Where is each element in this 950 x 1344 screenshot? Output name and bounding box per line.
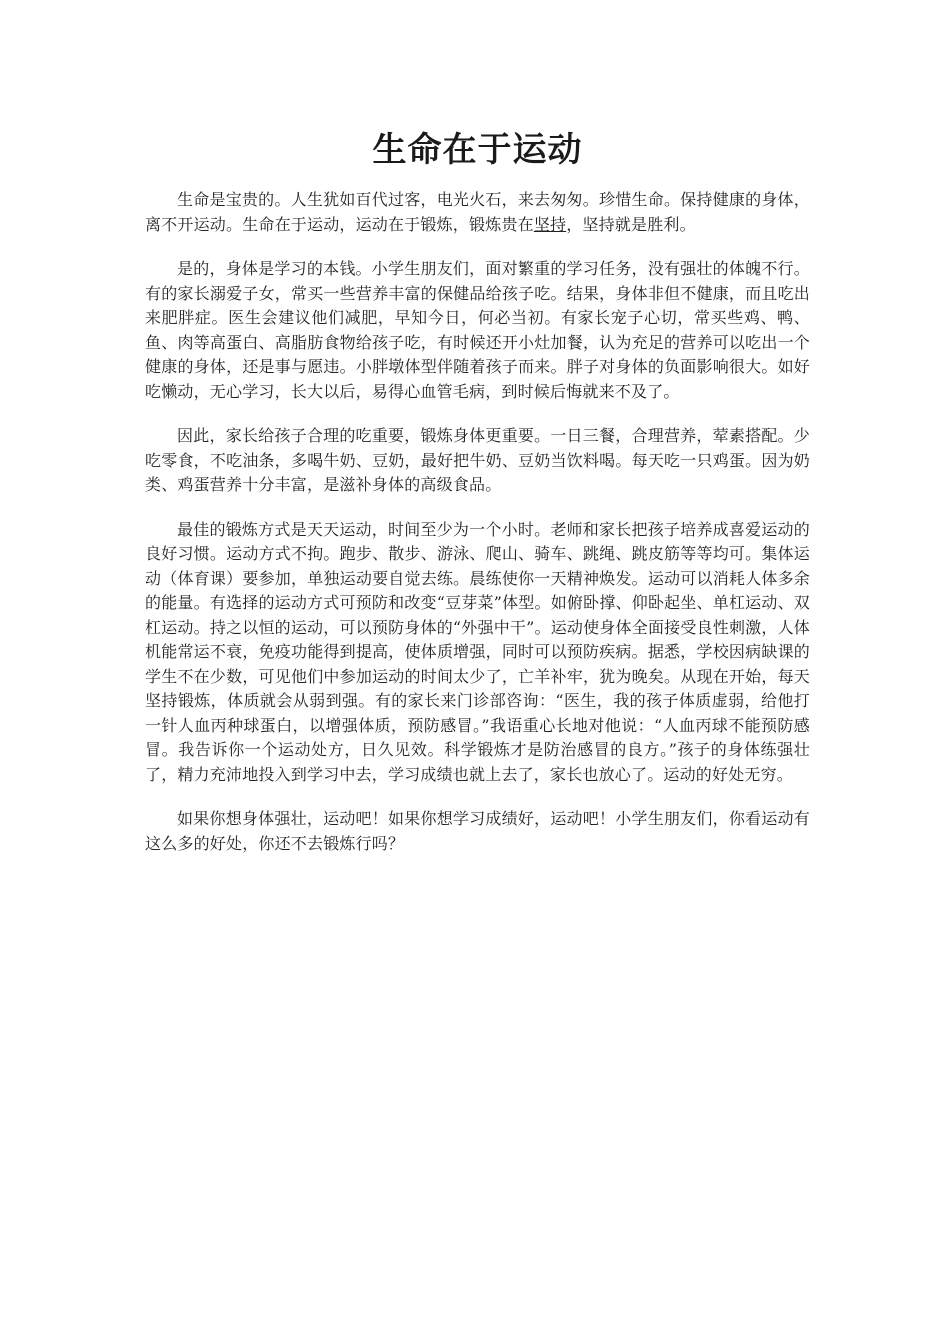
underlined-word: 坚持 xyxy=(533,214,567,234)
paragraph-4: 最佳的锻炼方式是天天运动，时间至少为一个小时。老师和家长把孩子培养成喜爱运动的良好习惯。运动方式不拘。跑步、散步、游泳、爬山、骑车、跳绳、跳皮筋等等均可。集体运动（体育课）要参加，单独运动要自觉去练。晨练使你一天精神焕发。运动可以消耗人体多余的能量。有选择的运动方式可预防和改变“豆芽菜”体型。如俯卧撑、仰卧起坐、单杠运动、双杠运动。持之以恒的运动，可以预防身体的“外强中干”。运动使身体全面接受良性刺激，人体机能常运不衰，免疫功能得到提高，使体质增强，同时可以预防疾病。据悉，学校因病缺课的学生不在少数，可见他们中参加运动的时间太少了，亡羊补牢，犹为晚矣。从现在开始，每天坚持锻炼，体质就会从弱到强。有的家长来门诊部咨询：“医生，我的孩子体质虚弱，给他打一针人血丙种球蛋白，以增强体质，预防感冒。”我语重心长地对他说：“人血丙球不能预防感冒。我告诉你一个运动处方，日久见效。科学锻炼才是防治感冒的良方。”孩子的身体练强壮了，精力充沛地投入到学习中去，学习成绩也就上去了，家长也放心了。运动的好处无穷。 xyxy=(145,519,810,784)
paragraph-3: 因此，家长给孩子合理的吃重要，锻炼身体更重要。一日三餐，合理营养，荤素搭配。少吃零食，不吃油条，多喝牛奶、豆奶，最好把牛奶、豆奶当饮料喝。每天吃一只鸡蛋。因为奶类、鸡蛋营养十分丰富，是滋补身体的高级食品。 xyxy=(145,426,810,494)
document-body xyxy=(145,128,810,876)
document-title: 生命在于运动 xyxy=(372,130,583,170)
paragraph-1 xyxy=(145,188,810,237)
paragraph-2: 是的，身体是学习的本钱。小学生朋友们，面对繁重的学习任务，没有强壮的体魄不行。有的家长溺爱子女，常买一些营养丰富的保健品给孩子吃。结果，身体非但不健康，而且吃出来肥胖症。医生会建议他们减肥，早知今日，何必当初。有家长宠子心切，常买些鸡、鸭、鱼、肉等高蛋白、高脂肪食物给孩子吃，有时候还开小灶加餐，认为充足的营养可以吃出一个健康的身体，还是事与愿违。小胖墩体型伴随着孩子而来。胖子对身体的负面影响很大。如好吃懒动，无心学习，长大以后，易得心血管毛病，到时候后悔就来不及了。 xyxy=(145,259,810,401)
paragraph-5: 如果你想身体强壮，运动吧！如果你想学习成绩好，运动吧！小学生朋友们，你看运动有这么多的好处，你还不去锻炼行吗？ xyxy=(145,809,810,853)
paragraph-1-text-b: ，坚持就是胜利。 xyxy=(566,214,696,234)
paragraph-1-text-a: 生命是宝贵的。人生犹如百代过客，电光火石，来去匆匆。珍惜生命。保持健康的身体，离不开运动。生命在于运动，运动在于锻炼，锻炼贵在 xyxy=(145,190,810,234)
